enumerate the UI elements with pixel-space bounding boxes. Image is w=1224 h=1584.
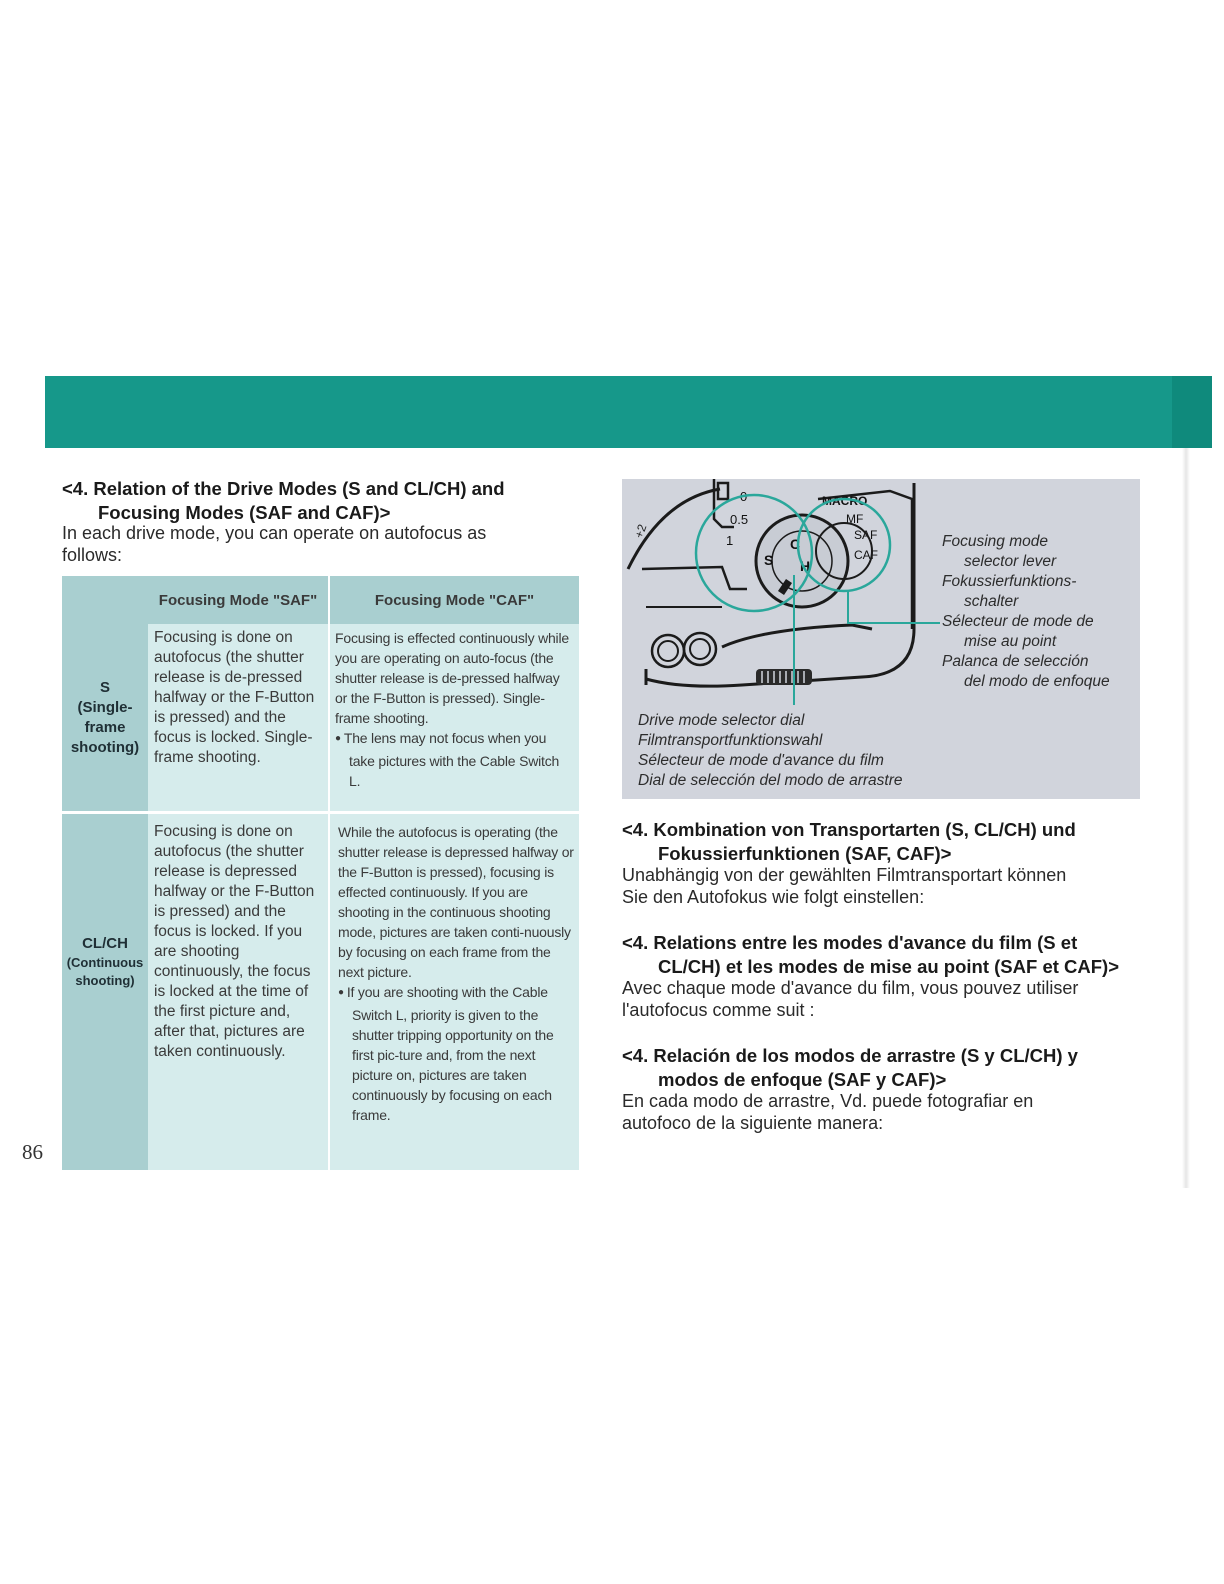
caption-es-1: Palanca de selección xyxy=(942,653,1089,670)
page-gutter xyxy=(1182,448,1190,1188)
row-label-s xyxy=(62,624,148,811)
shutter-area-contour xyxy=(722,625,872,647)
caption-fr-1: Sélecteur de mode de xyxy=(942,613,1094,630)
english-section-title xyxy=(62,477,505,525)
header-banner xyxy=(45,376,1212,448)
cell-s-caf-text: Focusing is effected continuously while you are operating on auto-focus (the shutter release is de-pressed halfway or the F-Button is pressed). Single-frame shooting. xyxy=(335,630,569,726)
caption-en-1: Focusing mode xyxy=(942,533,1048,550)
drive-caption-de: Filmtransportfunktionswahl xyxy=(638,732,823,749)
french-body-line2: l'autofocus comme suit : xyxy=(622,1000,815,1020)
french-section-title xyxy=(622,931,1119,979)
english-body-line2: follows: xyxy=(62,545,123,565)
german-body-line2: Sie den Autofokus wie folgt einstellen: xyxy=(622,887,925,907)
cell-clch-caf-note xyxy=(338,982,574,1125)
mark-s: S xyxy=(764,552,774,568)
button-left xyxy=(652,635,684,667)
cell-clch-saf: Focusing is done on autofocus (the shutter release is depressed halfway or the F-Button is pressed) and the focus is locked. If you are shooting continuously, the focus is locked at the time of the first picture and, after that, pictures are taken continuously. xyxy=(154,823,315,1060)
mark-c: C xyxy=(790,536,801,552)
cell-clch-caf xyxy=(338,822,574,1125)
cell-clch-caf-bullet: If you are shooting with the Cable Switch L, priority is given to the shutter tripping opportunity on the first pic-ture and, from the next picture on, pictures are taken continuously by focusing on each frame. xyxy=(346,984,554,1123)
french-body-line1: Avec chaque mode d'avance du film, vous pouvez utiliser xyxy=(622,978,1079,998)
english-title-line1: <4. Relation of the Drive Modes (S and CL/CH) and xyxy=(62,478,505,499)
button-right xyxy=(684,633,716,665)
bullet-icon xyxy=(338,984,347,1000)
cell-s-saf: Focusing is done on autofocus (the shutter release is de-pressed halfway or the F-Button is pressed) and the focus is locked. Single-frame shooting. xyxy=(154,629,315,766)
spanish-intro xyxy=(622,1090,1033,1134)
focus-lever-leader-line xyxy=(848,591,940,623)
drive-dial-caption xyxy=(638,711,958,791)
row-label-clch xyxy=(62,814,148,1170)
button-right-inner xyxy=(690,639,710,659)
row-label-s-main: S xyxy=(99,678,110,696)
table-corner-cell xyxy=(62,576,148,624)
mark-zero: 0 xyxy=(740,489,748,504)
mark-saf: SAF xyxy=(854,528,878,542)
zero-mark-box xyxy=(718,483,728,499)
mark-caf: CAF xyxy=(854,548,878,562)
spanish-section-title xyxy=(622,1044,1078,1092)
german-section-title xyxy=(622,818,1076,866)
english-title-line2: Focusing Modes (SAF and CAF)> xyxy=(98,502,391,523)
banner-edge xyxy=(1172,376,1212,448)
french-title-line2: CL/CH) et les modes de mise au point (SAF et CAF)> xyxy=(658,956,1120,977)
mark-half: 0.5 xyxy=(730,512,749,527)
mark-h: H xyxy=(800,558,811,574)
french-title-line1: <4. Relations entre les modes d'avance du film (S et xyxy=(622,932,1078,953)
english-body-line1: In each drive mode, you can operate on autofocus as xyxy=(62,523,487,543)
spanish-body-line1: En cada modo de arrastre, Vd. puede fotografiar en xyxy=(622,1091,1034,1111)
bullet-icon xyxy=(335,730,344,746)
german-intro xyxy=(622,864,1066,908)
drive-focus-table xyxy=(62,576,579,1170)
spanish-title-line2: modos de enfoque (SAF y CAF)> xyxy=(658,1069,947,1090)
caption-de-1: Fokussierfunktions- xyxy=(942,573,1077,590)
header-saf: Focusing Mode "SAF" xyxy=(158,592,318,609)
french-intro xyxy=(622,977,1078,1021)
exposure-comp-mark: +2 xyxy=(631,522,650,541)
german-title-line1: <4. Kombination von Transportarten (S, CL/CH) und xyxy=(622,819,1076,840)
caption-en-2: selector lever xyxy=(964,553,1057,570)
page-number: 86 xyxy=(22,1140,43,1164)
cell-s-caf-bullet: The lens may not focus when you take pictures with the Cable Switch L. xyxy=(343,730,560,789)
header-caf: Focusing Mode "CAF" xyxy=(374,592,535,609)
drive-caption-es: Dial de selección del modo de arrastre xyxy=(638,772,903,789)
spanish-body-line2: autofoco de la siguiente manera: xyxy=(622,1113,884,1133)
mark-mf: MF xyxy=(846,512,864,526)
mark-macro: MACRO xyxy=(822,494,868,508)
row-label-clch-main: CL/CH xyxy=(82,935,128,952)
button-left-inner xyxy=(658,641,678,661)
mark-one: 1 xyxy=(726,533,734,548)
spanish-title-line1: <4. Relación de los modos de arrastre (S y CL/CH) y xyxy=(622,1045,1078,1066)
drive-caption-fr: Sélecteur de mode d'avance du film xyxy=(638,752,884,769)
drive-caption-en: Drive mode selector dial xyxy=(638,712,805,729)
row-label-s-sub: (Single-frame shooting) xyxy=(70,698,140,756)
cell-s-caf xyxy=(335,628,573,791)
focus-lever-caption xyxy=(942,532,1138,692)
english-intro xyxy=(62,522,486,566)
caption-de-2: schalter xyxy=(964,593,1019,610)
german-title-line2: Fokussierfunktionen (SAF, CAF)> xyxy=(658,843,952,864)
caption-fr-2: mise au point xyxy=(964,633,1057,650)
cell-s-caf-note xyxy=(335,728,573,791)
german-body-line1: Unabhängig von der gewählten Filmtransportart können xyxy=(622,865,1067,885)
caption-es-2: del modo de enfoque xyxy=(964,673,1110,690)
body-outline xyxy=(642,567,747,589)
camera-top-figure xyxy=(622,479,1140,799)
cell-clch-caf-text: While the autofocus is operating (the shutter release is depressed halfway or the F-Button is pressed), focusing is effected continuously. If you are shooting in the continuous shooting mode, pictures are taken conti-nuously by focusing on each frame from the next picture. xyxy=(338,824,574,980)
row-label-clch-sub: (Continuous shooting) xyxy=(66,955,144,988)
